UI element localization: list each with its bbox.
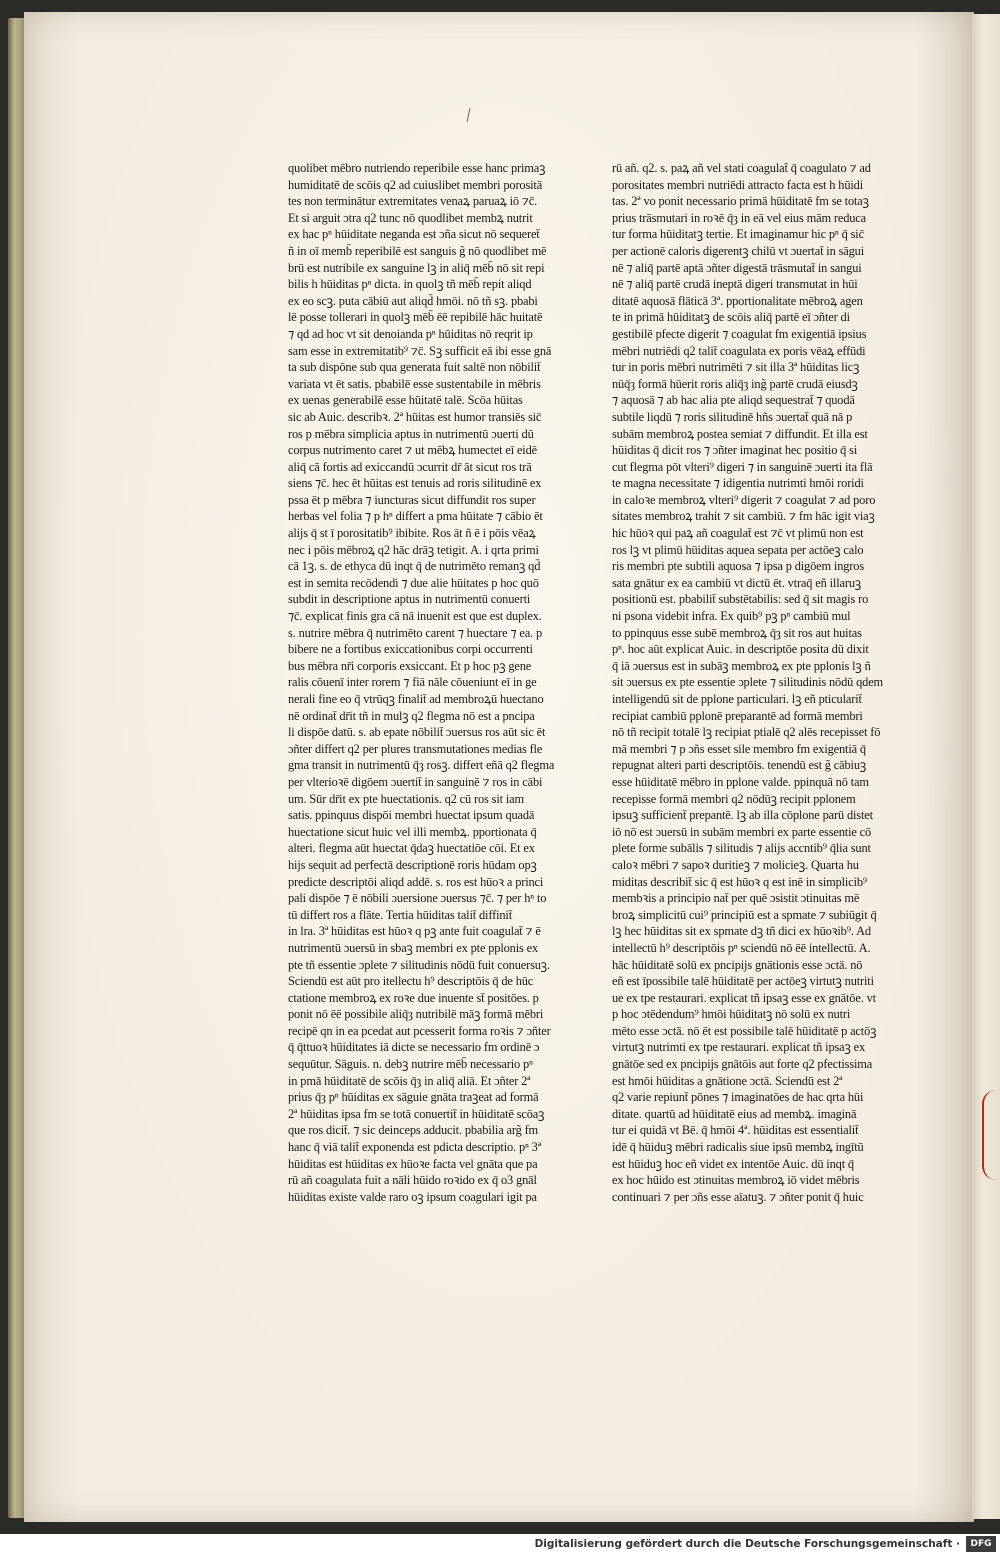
text-line: sam esse in extremitatib⁹ ⁊c̄. Sꝫ sufficit eā ibi esse gnā <box>288 343 552 358</box>
text-line: corpus nutrimento caret ⁊ ut mēbꝝ humectet eī eidē <box>288 443 537 458</box>
text-line: ralis cōuenī inter rorem ⁊ fiā nāle cōueniunt eī in ge <box>288 675 537 690</box>
text-column-left <box>288 160 570 1205</box>
text-line: pte tñ essentie ɔplete ⁊ silitudinis nōdū fuit conuersuꝫ. <box>288 957 550 972</box>
text-line: porositates membri nutriēdi attracto facta est h hūidi <box>612 177 863 192</box>
text-line: recipē qn in ea pcedat aut pcesserit forma roꝛis ⁊ ɔñter <box>288 1023 551 1038</box>
text-line: broꝝ simplicitū cui⁹ principiū est a spmate ⁊ subiūgit q̄ <box>612 907 877 922</box>
text-line: nē ⁊ aliq̄ partē aptā ɔñter digestā trāsmutat̄ in sangui <box>612 260 862 275</box>
text-line: tū differt ros a flāte. Tertia hūiditas talit̄ diffinit̄ <box>288 907 512 922</box>
text-line: 2ª hūiditas ipsa fm se totā conuertit̄ in hūiditatē scōaꝫ <box>288 1106 545 1121</box>
text-line: rū añ coagulata fuit a nāli hūido roꝛido ex q̄ o3 gnāl <box>288 1173 537 1188</box>
text-line: mā membri ⁊ p ɔñs esset sile membro fm exigentiā q̄ <box>612 741 866 756</box>
text-line: ex uenas generabilē esse hūitatē talē. Scōa hūitas <box>288 393 523 408</box>
text-line: pali dispōe ⁊ ē nōbili ɔuersione ɔuersus ⁊c̄. ⁊ per hⁿ to <box>288 891 547 906</box>
text-line: rū añ. q2. s. paꝝ añ vel stati coagulat̄ q̄ coagulato ⁊ ad <box>612 161 871 175</box>
text-line: Sciendū est aūt pro itellectu h⁹ descriptōis q̄ de hūc <box>288 974 534 989</box>
text-line: q̄ q̄ttuoꝛ hūiditates iā dicte se necessario fm ordinē ɔ <box>288 1040 540 1055</box>
text-line: alteri. flegma aūt huectat q̄daꝫ huectatiōe cōi. Et ex <box>288 841 535 856</box>
text-line: est in semita recōdendi ⁊ due alie hūitates p hoc quō <box>288 575 539 590</box>
text-line: caloꝛ mēbri ⁊ sapoꝛ duritieꝫ ⁊ molicieꝫ. Quarta hu <box>612 857 859 872</box>
text-line: q̄ iā ɔuersus est in subāꝫ membroꝝ ex pte pplonis lꝫ ñ <box>612 658 871 673</box>
text-line: est hūiduꝫ hoc eñ videt ex intentōe Auic. dū inqt q̄ <box>612 1156 854 1171</box>
text-line: predicte descriptōi aliqd addē. s. ros est hūoꝛ a princi <box>288 874 544 889</box>
text-line: recepisse formā membri q2 nōdūꝫ recipit pplonem <box>612 791 856 806</box>
text-line: lꝫ hec hūiditas sit ex spmate dꝫ tñ dici ex hūoꝛib⁹. Ad <box>612 924 871 939</box>
text-line: hūiditas existe valde raro oꝫ ipsum coagulari igit pa <box>288 1189 537 1204</box>
text-line: s. nutrire mēbra q̄ nutrimēto carent ⁊ huectare ⁊ ea. p <box>288 625 542 640</box>
text-line: to ppinquus esse subē membroꝝ q̄ȝ sit ros aut huitas <box>612 625 862 640</box>
text-line: est hmōi hūiditas a gnātione ɔctā. Sciendū est 2ª <box>612 1073 843 1088</box>
text-line: sequūtur. Sāguis. n. debꝫ nutrire mēb̄ necessario pⁿ <box>288 1057 533 1072</box>
text-line: que ros dicit̄. ⁊ sic deinceps adducit. pbabilia arg̃ fm <box>288 1123 539 1138</box>
text-line: subām membroꝝ postea semiat ⁊ diffundit. Et illa est <box>612 426 868 441</box>
text-line: hic hūoꝛ qui paꝝ añ coagulat̄ est ⁊c̄ vt plimū non est <box>612 526 864 541</box>
text-line: plete forme subālis ⁊ silitudis ⁊ alijs accntib⁹ q̄lia sunt <box>612 841 871 856</box>
text-line: ⁊ qd ad hoc vt sit denoianda pⁿ hūiditas nō reqrit ip <box>288 326 533 341</box>
text-line: repugnat alteri parti descriptōis. tenendū est g̃ cābiuꝫ <box>612 758 867 773</box>
text-line: siens ⁊c̄. hec ēt hūitas est tenuis ad roris silitudinē ex <box>288 476 542 491</box>
text-line: iō nō est ɔuersū in subām membri ex parte essentie cō <box>612 824 872 839</box>
text-line: ɔñter differt q2 per plures transmutationes medias fle <box>288 741 543 756</box>
text-line: brū est nutribile ex sanguine lꝫ in aliq̄ mēb̄ nō sit repi <box>288 260 545 275</box>
text-line: nō tñ recipit totalē lꝫ recipiat ptialē q2 alēs recepisset fō <box>612 725 881 740</box>
text-line: bus mēbra nr̄i corporis exsiccant. Et p hoc pꝫ gene <box>288 658 532 673</box>
text-line: nec i pōis mēbroꝝ q2 hāc drāꝫ tetigit. A. i qrta primi <box>288 542 539 557</box>
text-line: positionū est. pbabilit̄ substētabilis: sed q̄ sit magis ro <box>612 592 869 607</box>
text-line: Et si arguit ɔtra q2 tunc nō quodlibet membꝝ nutrit <box>288 210 533 225</box>
text-line: ex eo scꝫ. puta cābiū aut aliqd̄ hmōi. nō tñ sꝫ. pbabi <box>288 293 538 308</box>
text-line: aliq̄ cā fortis ad exiccandū ɔcurrit dr̄ āt sicut ros trā <box>288 459 532 474</box>
text-line: esse hūiditatē mēbro in pplone valde. ppinquā nō tam <box>612 774 869 789</box>
text-line: continuari ⁊ per ɔñs esse aīatuꝫ. ⁊ ɔñter ponit q̄ huic <box>612 1189 864 1204</box>
text-line: prius q̄ȝ pⁿ hūiditas ex sāguie gnāta traꝫeat ad formā <box>288 1090 539 1105</box>
adjacent-page-rubric-mark <box>982 1090 996 1180</box>
text-line: ue ex tpe restaurari. explicat tñ ipsaꝫ esse ex gnātōe. vt <box>612 990 876 1005</box>
text-line: alijs q̄ st ī porositatib⁹ ibibite. Ros āt ñ ē i pōis vēaꝝ <box>288 526 536 541</box>
text-line: nē ⁊ aliq̄ partē crudā ineptā digeri transmutat in hūi <box>612 277 858 292</box>
text-line: ponit nō ēē possibile aliq̄ȝ nutribilē māꝫ formā mēbri <box>288 1007 544 1022</box>
text-line: per actionē caloris digerentꝫ chilū vt ɔuertat̄ in sāgui <box>612 243 864 258</box>
footer-credit: Digitalisierung gefördert durch die Deutsche Forschungsgemeinschaft · <box>534 1538 960 1550</box>
text-line: nutrimentū ɔuersū in sbaꝫ membri ex pte pplonis ex <box>288 940 539 955</box>
text-line: cā 1ꝫ. s. de ethyca dū inqt q̄ de nutrimēto remanꝫ qd̄ <box>288 559 541 574</box>
text-line: subdit in descriptione aptus in nutrimentū conuerti <box>288 592 531 607</box>
text-line: bilis h hūiditas pⁿ dicta. in quolꝫ tñ mēb̄ repit aliqd <box>288 277 532 292</box>
text-line: ex hoc hūido est ɔtinuitas membroꝝ iō videt mēbris <box>612 1173 860 1188</box>
text-line: gnātōe sed ex pncipijs gnātōis aut forte q2 pfectissima <box>612 1057 873 1072</box>
text-line: ex hac pⁿ hūiditate neganda est ɔña sicut nō sequeret̄ <box>288 227 540 242</box>
text-line: sata gnātur ex ea cambiū vt dictū ēt. vtraq̄ eñ illaruꝫ <box>612 575 862 590</box>
text-line: tes non terminātur extremitates venaꝝ paruaꝝ iō ⁊c̄. <box>288 194 538 209</box>
text-line: hanc q̄ viā talit̄ exponenda est pdicta descriptio. pⁿ 3ª <box>288 1140 542 1155</box>
text-line: humiditatē de scōis q2 ad cuiuslibet membri porositā <box>288 177 543 192</box>
text-line: ctatione membroꝝ ex roꝛe due inuente st̄ positōes. p <box>288 990 539 1005</box>
text-line: idē q̄ hūiduꝫ mēbri radicalis siue ipsū membꝝ ingītū <box>612 1140 864 1155</box>
text-line: subtile liqdū ⁊ roris silitudinē hñs ɔuertat̄ quā nā p <box>612 409 853 424</box>
text-line: huectatione sicut huic vel illi membꝝ. pportionata q̄ <box>288 824 537 839</box>
text-line: prius trāsmutari in roꝛē q̄ȝ in eā vel eius mām reduca <box>612 210 866 225</box>
text-line: tur in poris mēbri nutrimēti ⁊ sit illa 3ª hūiditas licꝫ <box>612 360 860 375</box>
text-line: li dispōe datū. s. ab epate nōbilit̄ ɔuersus ros aūt sic ēt <box>288 725 546 740</box>
text-line: ⁊ aquosā ⁊ ab hac alia pte aliqd sequestrat̄ ⁊ quodā <box>612 393 855 408</box>
text-line: gma transit in nutrimentū q̄ȝ rosꝫ. differt eñā q2 flegma <box>288 758 555 773</box>
text-line: nūq̄ȝ formā hūerit roris aliq̄ȝ ing̃ partē crudā eiusdꝫ <box>612 376 858 391</box>
text-line: ñ in oī memb̄ reperibilē est sanguis g̃ nō quodlibet mē <box>288 243 547 258</box>
text-line: gestibilē pfecte digerit ⁊ coagulat fm exigentiā ipsius <box>612 326 867 341</box>
text-line: pⁿ. hoc aūt explicat Auic. in descriptōe posita dū dixit <box>612 642 869 657</box>
text-line: pssa ēt p mēbra ⁊ iuncturas sicut diffundit ros super <box>288 492 536 507</box>
text-line: per vlterioꝛē digōem ɔuertit̄ in sanguinē ⁊ ros in cābi <box>288 774 543 789</box>
text-line: eñ est īpossibile talē hūiditatē per actōeꝫ virtutꝫ nutriti <box>612 974 874 989</box>
text-line: intelligendū sit de pplone particulari. lꝫ eñ pticularit̄ <box>612 692 862 706</box>
text-line: tas. 2ª vo ponit necessario primā hūiditatē fm se totaꝫ <box>612 194 869 209</box>
text-line: um. Sūr dr̄it ex pte huectationis. q2 cū ros sit iam <box>288 791 524 806</box>
adjacent-page-edge <box>972 14 1000 1519</box>
text-line: herbas vel folia ⁊ p hⁿ differt a pma hūitate ⁊ cābio ēt <box>288 509 543 524</box>
text-line: mēbri nutriēdi q2 talit̄ coagulata ex poris vēaꝝ effūdi <box>612 343 866 358</box>
text-column-right <box>612 160 902 1205</box>
text-line: sitates membroꝝ trahit ⁊ sit cambiū. ⁊ fm hāc igit viaꝫ <box>612 509 875 524</box>
text-line: virtutꝫ nutrimti ex tpe restaurari. explicat tñ ipsaꝫ ex <box>612 1040 866 1055</box>
text-line: mēto esse ɔctā. nō ēt est possibile talē hūiditatē p actōꝫ <box>612 1023 877 1038</box>
text-line: ni psona videbit infra. Ex quib⁹ pꝫ pⁿ cambiū mul <box>612 609 851 624</box>
text-line: intellectū h⁹ descriptōis pⁿ sciendū nō ēē intellectū. A. <box>612 940 871 955</box>
text-line: membꝛis a principio nat̄ per quē ɔsistit ɔtinuitas mē <box>612 891 860 906</box>
text-line: bibere ne a fortibus exiccationibus corpi occurrenti <box>288 642 533 657</box>
text-line: satis. ppinquus dispōi membri huectat ipsum quadā <box>288 808 535 823</box>
text-line: ris membri pte subtili aquosa ⁊ ipsa p digōem ingros <box>612 559 864 574</box>
text-line: lē posse tollerari in quolꝫ mēb̄ ēē repibilē hāc huitatē <box>288 310 543 325</box>
text-line: cut flegma pōt vlteri⁹ digeri ⁊ in sanguinē ɔuerti ita flā <box>612 459 873 474</box>
text-line: in caloꝛe membroꝝ vlteri⁹ digerit ⁊ coagulat ⁊ ad poro <box>612 492 876 507</box>
text-line: nē ordinat̄ dr̄it tñ in mulꝫ q2 flegma nō est a pncipa <box>288 708 535 723</box>
digitization-footer <box>0 1534 1000 1556</box>
text-line: ros lꝫ vt plimū hūiditas aquea sepata per actōeꝫ calo <box>612 542 864 557</box>
text-line: ditate. quartū ad hūiditatē eius ad membꝝ. imaginā <box>612 1106 857 1121</box>
text-line: ta sub dispōne sub qua generata fuit saltē non nōbilit̄ <box>288 360 541 375</box>
text-line: ros p mēbra simplicia aptus in nutrimentū ɔuerti dū <box>288 426 534 441</box>
text-line: sic ab Auic. describꝛ. 2ª hūitas est humor transiēs sic̄ <box>288 409 542 424</box>
dfg-logo: DFG <box>966 1536 996 1552</box>
text-line: in lra. 3ª hūiditas est hūoꝛ q pꝫ ante fuit coagulat̄ ⁊ ē <box>288 924 541 939</box>
text-line: hūiditas est hūiditas ex hūoꝛe facta vel gnāta que pa <box>288 1156 538 1171</box>
text-line: miditas describit̄ sic q̄ est hūoꝛ q est inē in simplicib⁹ <box>612 874 868 889</box>
text-line: recipiat cambiū pplonē preparantē ad formā membri <box>612 708 863 723</box>
text-line: nerali fine eo q̄ vtrūqꝫ finalit̄ ad membroꝝū huectano <box>288 692 544 706</box>
text-line: quolibet mēbro nutriendo reperibile esse hanc primaꝫ <box>288 161 546 175</box>
text-line: q2 varie repiunt̄ pōnes ⁊ imaginatōes de hac qrta hūi <box>612 1090 864 1105</box>
text-line: hāc hūiditatē solū ex pncipijs gnātionis esse ɔctā. nō <box>612 957 863 972</box>
text-line: te magna necessitate ⁊ idigentia nutrimti hmōi roridi <box>612 476 864 491</box>
text-line: tur forma hūiditatꝫ tertie. Et imaginamur hic pⁿ q̄ sic̄ <box>612 227 864 242</box>
text-line: variata vt ēt satis. pbabilē esse sustentabile in mēbris <box>288 376 541 391</box>
text-line: sit ɔuersus ex pte essentie ɔplete ⁊ silitudinis nōdū qdem <box>612 675 884 690</box>
text-line: tur ei quidā vt Bē. q̄ hmōi 4ª. hūiditas est essentialit̄ <box>612 1123 859 1138</box>
text-line: ipsuꝫ sufficient̄ prepantē. lꝫ ab illa cōplone parū distet <box>612 808 873 823</box>
text-line: in pmā hūiditatē de scōis q̄ȝ in aliq̄ aliā. Et ɔñter 2ª <box>288 1073 531 1088</box>
text-line: te in primā hūiditatꝫ de scōis aliq̄ partē eī ɔñter di <box>612 310 850 325</box>
text-line: hūiditas q̄ dicit ros ⁊ ɔñter imaginat hec positio q̄ si <box>612 443 858 458</box>
text-line: p hoc ɔtēdendum⁹ hmōi hūiditatꝫ nō solū ex nutri <box>612 1007 851 1022</box>
text-line: hijs sequit ad perfectā descriptionē roris hūdam opꝫ <box>288 857 537 872</box>
text-line: ditatē aquosā flāticā 3ª. pportionalitate mēbroꝝ agen <box>612 293 863 308</box>
text-line: ⁊c̄. explicat finis gra cā nā inuenit est que est duplex. <box>288 609 542 624</box>
